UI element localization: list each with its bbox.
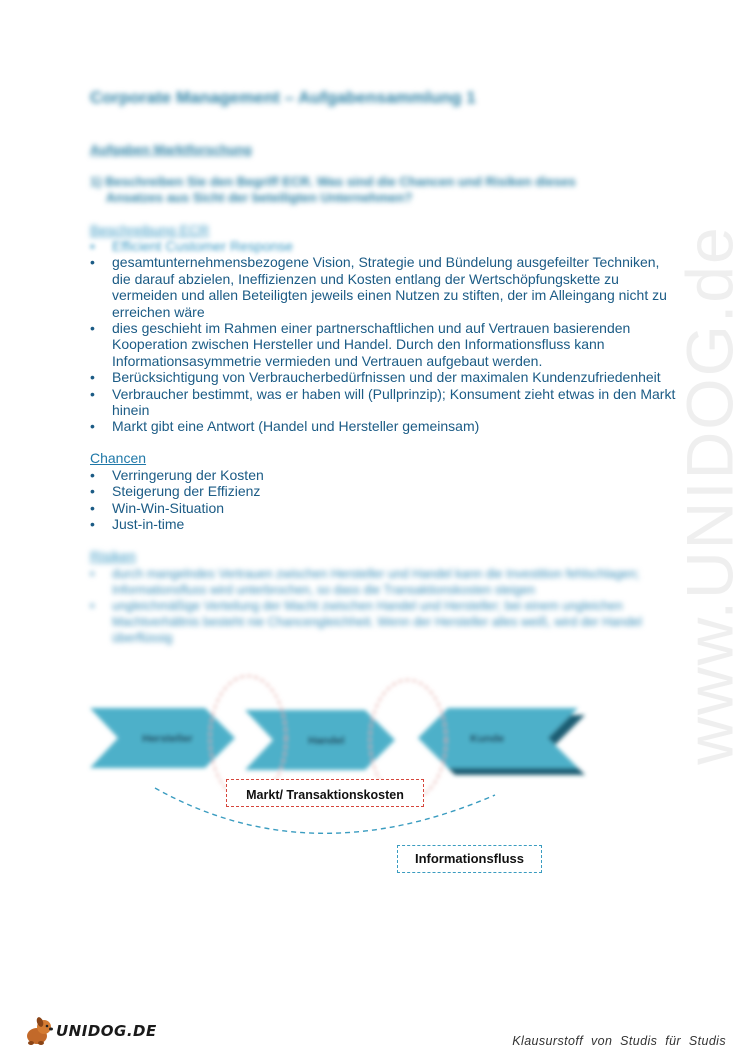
question-line-2: Ansatzes aus Sicht der beteiligten Unternehmen? [106,190,413,205]
transaction-costs-box [226,779,424,807]
description-list [90,238,680,435]
list-item-text: dies geschieht im Rahmen einer partnerschaftlichen und auf Vertrauen basierenden Kooperation zwischen Hersteller und Handel. Durch den Informationsfluss kann Informationsasymmetrie vermieden und Vertrauen aufgebaut werden. [112,320,631,369]
list-item [90,254,680,320]
list-item-text: gesamtunternehmensbezogene Vision, Strategie und Bündelung ausgefeilter Techniken, die darauf abzielen, Ineffizienzen und Kosten entlang der Wertschöpfungskette zu vermeiden und allen Beteiligten jeweils einen Nutzen zu stiften, der im Alleingang nicht zu erreichen wäre [112,254,667,320]
risiken-label: Risiken [90,548,136,564]
bullet: • [90,369,95,386]
chancen-list [90,467,680,533]
section-heading: Aufgaben Marktforschung [90,142,252,157]
list-item-text: Verbraucher bestimmt, was er haben will (Pullprinzip); Konsument zieht etwas in den Markt hinein [112,385,676,419]
bullet: • [90,567,95,581]
list-item [90,386,680,419]
list-item-text: durch mangelndes Vertrauen zwischen Hersteller und Handel kann die Investition fehlschlagen; Informationsfluss wird unterbrochen, so dass die Transaktionskosten steigen [112,567,640,597]
watermark-text: www.UNIDOG.de [673,225,747,765]
risiken-list [90,566,680,646]
bullet: • [90,320,95,337]
unidog-logo [22,1016,157,1046]
list-item-text: ungleichmäßige Verteilung der Macht zwischen Handel und Hersteller; bei einem ungleichen Machtverhältnis besteht nie Chancengleichheit. Wenn der Hersteller alles weiß, wird der Handel überflüssig [112,599,642,645]
list-item-text: Verringerung der Kosten [112,467,264,483]
bullet: • [90,254,95,271]
kunde-label: Kunde [470,733,505,745]
logo-text: UNIDOG.DE [56,1022,157,1040]
bullet: • [90,483,95,500]
information-flow-label: Informationsfluss [414,851,525,866]
list-item [90,500,680,516]
list-item-text: Win-Win-Situation [112,499,225,516]
bullet: • [90,385,95,402]
transaction-costs-label: Markt/ Transaktionskosten [246,788,404,802]
list-item [90,320,680,369]
hersteller-label: Hersteller [142,733,193,745]
list-item [90,483,680,499]
bullet: • [90,418,95,435]
bullet: • [90,516,95,533]
list-item [90,418,680,434]
information-flow-box [397,845,542,873]
bullet: • [90,499,95,516]
document-title: Corporate Management – Aufgabensammlung 1 [90,88,476,107]
list-item [90,516,680,532]
list-item [90,566,680,598]
question [90,174,630,206]
footer-tagline: Klausurstoff von Studis für Studis [512,1034,726,1048]
list-item-text: Markt gibt eine Antwort (Handel und Hersteller gemeinsam) [112,418,480,435]
list-item-text: Efficient Customer Response [112,238,294,254]
list-item [90,238,680,254]
bullet: • [90,467,95,483]
list-item [90,598,680,646]
list-item [90,369,680,385]
question-line-1: 1) Beschreiben Sie den Begriff ECR. Was sind die Chancen und Risiken dieses [90,174,576,189]
list-item-text: Just-in-time [112,516,185,533]
list-item-text: Steigerung der Effizienz [112,483,261,500]
bullet: • [90,238,95,254]
chancen-label: Chancen [90,450,147,466]
handel-label: Handel [308,735,345,747]
list-item-text: Berücksichtigung von Verbraucherbedürfnissen und der maximalen Kundenzufriedenheit [112,369,661,386]
description-label: Beschreibung ECR [90,222,210,238]
list-item [90,467,680,483]
bullet: • [90,599,95,613]
dog-icon [22,1016,54,1046]
